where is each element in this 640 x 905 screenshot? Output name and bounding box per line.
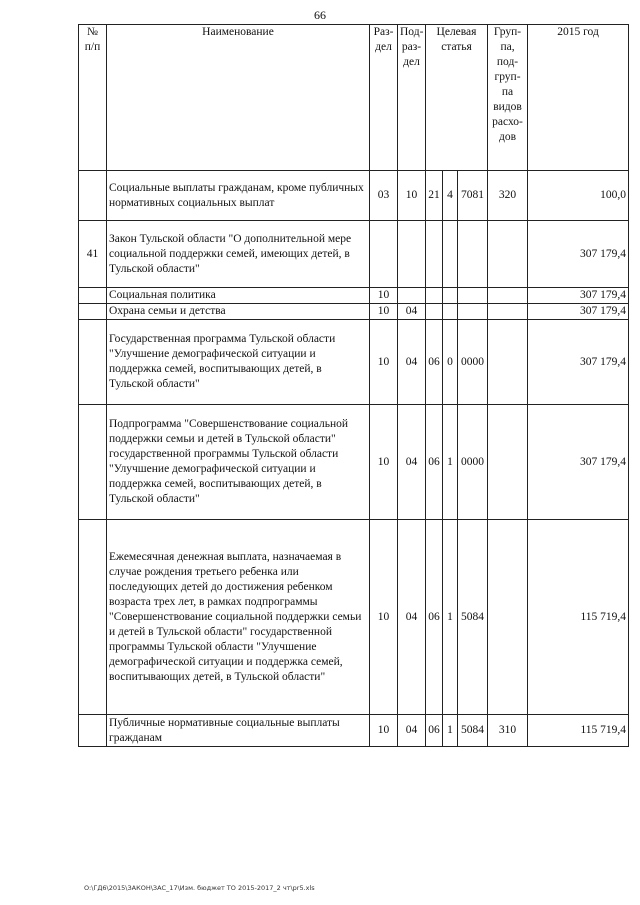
row-no (79, 171, 107, 221)
row-no (79, 320, 107, 405)
row-amount: 115 719,4 (528, 520, 629, 715)
row-podrazdel: 04 (398, 405, 426, 520)
row-name: Ежемесячная денежная выплата, назначаемая в случае рождения третьего ребенка или последующих детей до достижения ребенком возраста трех лет, в рамках подпрограммы "Совершенствование социальной поддержки семьи и детей в Тульской области" государственной программы Тульской области "Улучшение демографической ситуации и поддержка семей, воспитывающих детей, в Тульской области" (107, 520, 370, 715)
row-target-subprogram: 4 (443, 171, 458, 221)
table-row (79, 171, 629, 221)
header-group: Груп-па, под-груп-па видов расхо-дов (488, 25, 528, 171)
row-target-direction: 5084 (458, 520, 488, 715)
row-name: Социальная политика (107, 288, 370, 304)
table-row (79, 304, 629, 320)
row-razdel: 10 (370, 520, 398, 715)
row-razdel (370, 221, 398, 288)
row-target-subprogram (443, 221, 458, 288)
row-razdel: 10 (370, 405, 398, 520)
row-razdel: 10 (370, 304, 398, 320)
page-number: 66 (314, 8, 326, 22)
row-target-program: 06 (426, 715, 443, 747)
row-target-direction: 7081 (458, 171, 488, 221)
table-row (79, 405, 629, 520)
row-target-program: 06 (426, 320, 443, 405)
header-razdel: Раз-дел (370, 25, 398, 171)
row-amount: 307 179,4 (528, 304, 629, 320)
row-podrazdel: 04 (398, 304, 426, 320)
row-razdel: 03 (370, 171, 398, 221)
row-group (488, 320, 528, 405)
row-target-subprogram: 1 (443, 715, 458, 747)
row-target-subprogram (443, 304, 458, 320)
row-target-subprogram: 1 (443, 520, 458, 715)
row-no (79, 304, 107, 320)
header-no: № п/п (79, 25, 107, 171)
row-no (79, 288, 107, 304)
row-podrazdel: 04 (398, 320, 426, 405)
row-group (488, 221, 528, 288)
budget-table (78, 24, 629, 747)
row-podrazdel (398, 288, 426, 304)
row-no (79, 715, 107, 747)
row-amount: 307 179,4 (528, 288, 629, 304)
row-target-program (426, 304, 443, 320)
row-amount: 307 179,4 (528, 221, 629, 288)
row-target-subprogram (443, 288, 458, 304)
row-amount: 307 179,4 (528, 320, 629, 405)
row-group (488, 405, 528, 520)
table-row (79, 715, 629, 747)
table-header-row (79, 25, 629, 171)
file-path-footer: O:\ГД6\2015\ЗАКОН\ЗАС_17\Изм. бюджет ТО 2015-2017_2 чт\pr5.xls (84, 884, 315, 892)
table-row (79, 221, 629, 288)
row-name: Охрана семьи и детства (107, 304, 370, 320)
row-target-program: 21 (426, 171, 443, 221)
row-target-direction (458, 288, 488, 304)
row-name: Государственная программа Тульской области "Улучшение демографической ситуации и поддержка семей, воспитывающих детей, в Тульской области" (107, 320, 370, 405)
row-razdel: 10 (370, 715, 398, 747)
row-name: Публичные нормативные социальные выплаты гражданам (107, 715, 370, 747)
header-podrazdel: Под-раз-дел (398, 25, 426, 171)
row-group (488, 304, 528, 320)
row-no (79, 520, 107, 715)
row-target-direction: 0000 (458, 405, 488, 520)
header-target: Целевая статья (426, 25, 488, 171)
row-no: 41 (79, 221, 107, 288)
row-group: 310 (488, 715, 528, 747)
row-target-program: 06 (426, 520, 443, 715)
row-target-program (426, 288, 443, 304)
row-target-subprogram: 0 (443, 320, 458, 405)
header-year: 2015 год (528, 25, 629, 171)
row-target-direction (458, 221, 488, 288)
row-target-direction (458, 304, 488, 320)
row-target-direction: 0000 (458, 320, 488, 405)
row-group (488, 520, 528, 715)
row-group: 320 (488, 171, 528, 221)
row-group (488, 288, 528, 304)
row-amount: 307 179,4 (528, 405, 629, 520)
row-target-direction: 5084 (458, 715, 488, 747)
table-row (79, 288, 629, 304)
row-amount: 100,0 (528, 171, 629, 221)
header-name: Наименование (107, 25, 370, 171)
table-row (79, 520, 629, 715)
row-name: Подпрограмма "Совершенствование социальной поддержки семьи и детей в Тульской области" государственной программы Тульской области "Улучшение демографической ситуации и поддержка семей, воспитывающих детей, в Тульской области" (107, 405, 370, 520)
row-target-program: 06 (426, 405, 443, 520)
row-podrazdel: 10 (398, 171, 426, 221)
row-name: Закон Тульской области "О дополнительной мере социальной поддержки семей, имеющих детей, в Тульской области" (107, 221, 370, 288)
row-amount: 115 719,4 (528, 715, 629, 747)
row-podrazdel: 04 (398, 520, 426, 715)
row-razdel: 10 (370, 288, 398, 304)
row-razdel: 10 (370, 320, 398, 405)
row-target-program (426, 221, 443, 288)
row-podrazdel (398, 221, 426, 288)
table-row (79, 320, 629, 405)
row-podrazdel: 04 (398, 715, 426, 747)
row-target-subprogram: 1 (443, 405, 458, 520)
row-no (79, 405, 107, 520)
row-name: Социальные выплаты гражданам, кроме публичных нормативных социальных выплат (107, 171, 370, 221)
